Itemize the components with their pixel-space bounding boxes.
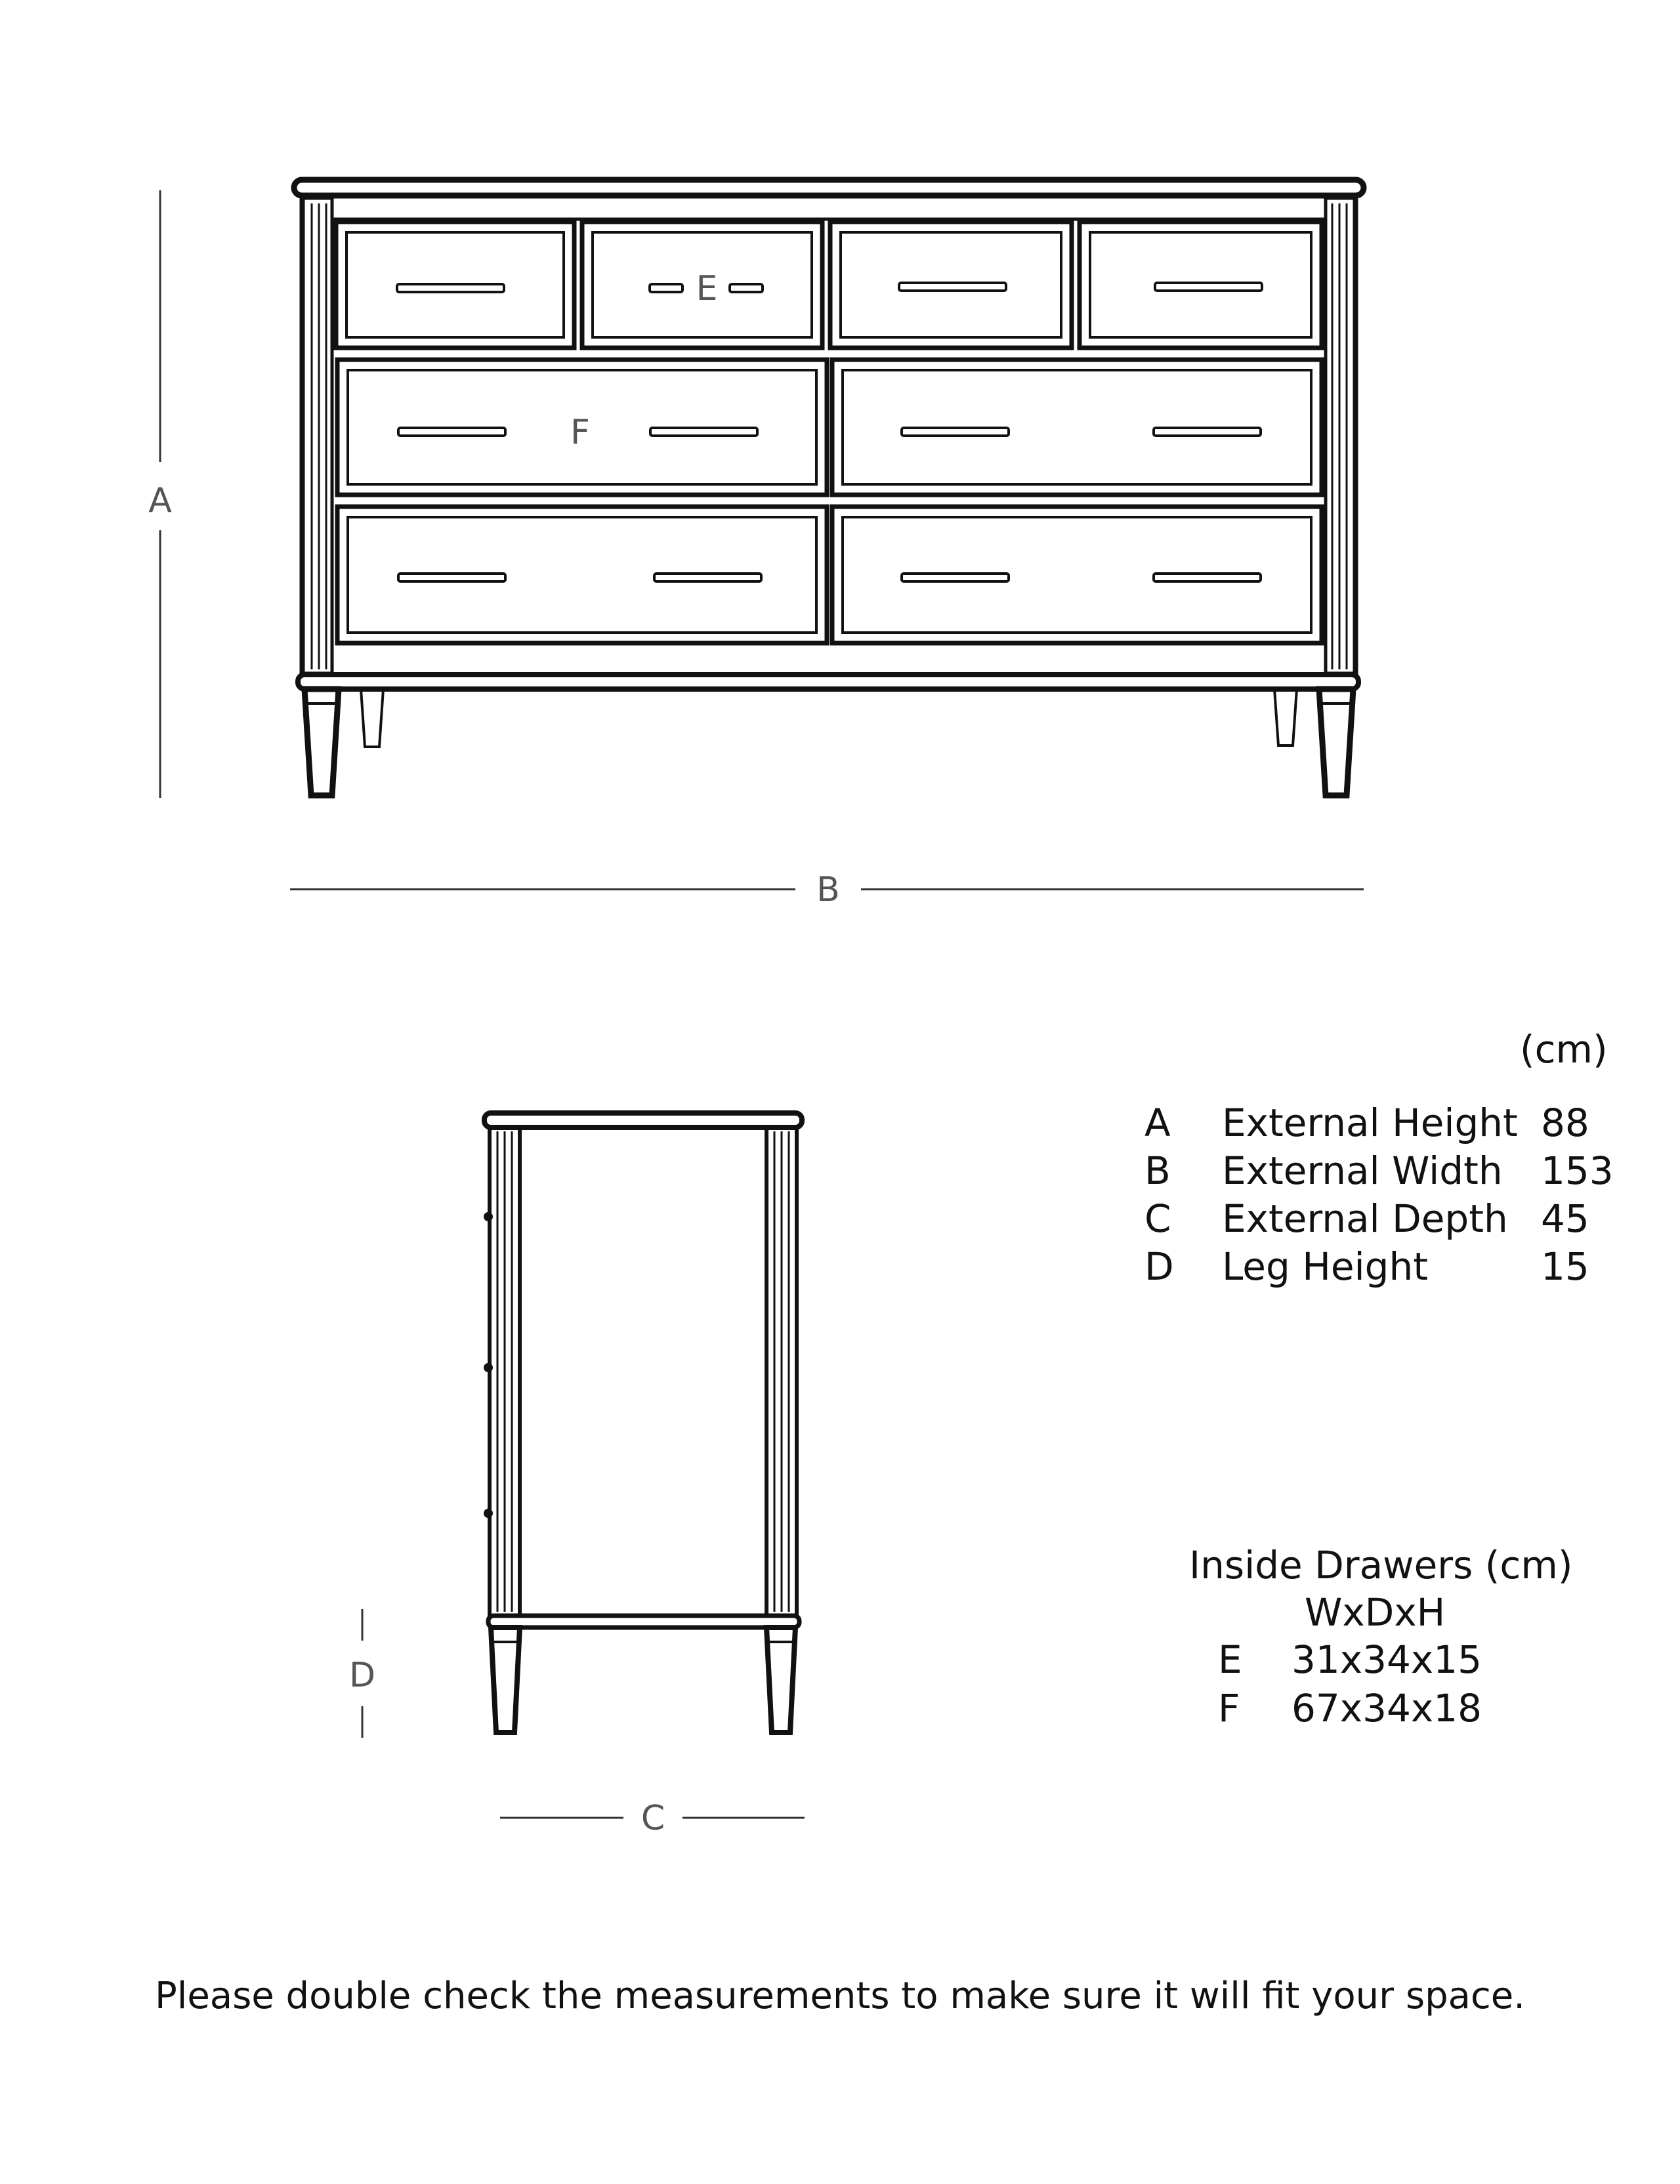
measurement-value-d: 15 [1541, 1244, 1589, 1289]
inside-drawer-value-e: 31x34x15 [1292, 1637, 1482, 1682]
measurement-value-c: 45 [1541, 1196, 1589, 1241]
dimension-b [290, 870, 1364, 910]
measurement-label-a: External Height [1222, 1101, 1518, 1145]
dimension-label-b: B [816, 870, 840, 910]
inside-drawer-letter-f: F [1218, 1686, 1240, 1731]
dimension-label-a: A [148, 481, 172, 520]
inside-drawers-title: Inside Drawers (cm) [1189, 1543, 1573, 1587]
side-view [484, 1113, 802, 1732]
units-header: (cm) [1520, 1027, 1608, 1072]
measurement-letter-d: D [1144, 1244, 1174, 1289]
measurement-label-b: External Width [1222, 1148, 1503, 1193]
dimension-d [349, 1609, 375, 1738]
inside-drawers-subtitle: WxDxH [1305, 1590, 1446, 1635]
inside-drawer-value-f: 67x34x18 [1292, 1686, 1482, 1731]
drawer-label-e: E [696, 269, 718, 308]
dimension-a [148, 190, 172, 798]
measurement-value-b: 153 [1541, 1148, 1614, 1193]
dimension-label-d: D [348, 1656, 376, 1695]
dimension-c [500, 1799, 805, 1838]
measurement-label-d: Leg Height [1222, 1244, 1428, 1289]
measurement-letter-b: B [1144, 1148, 1171, 1193]
measurement-value-a: 88 [1541, 1101, 1589, 1145]
measurement-letter-c: C [1144, 1196, 1171, 1241]
inside-drawer-letter-e: E [1218, 1637, 1242, 1682]
dimension-label-c: C [640, 1799, 665, 1838]
measurement-letter-a: A [1144, 1101, 1171, 1145]
footer-note: Please double check the measurements to make sure it will fit your space. [155, 1975, 1526, 2017]
measurement-label-c: External Depth [1222, 1196, 1508, 1241]
front-view [294, 180, 1364, 795]
drawer-label-f: F [570, 413, 590, 452]
